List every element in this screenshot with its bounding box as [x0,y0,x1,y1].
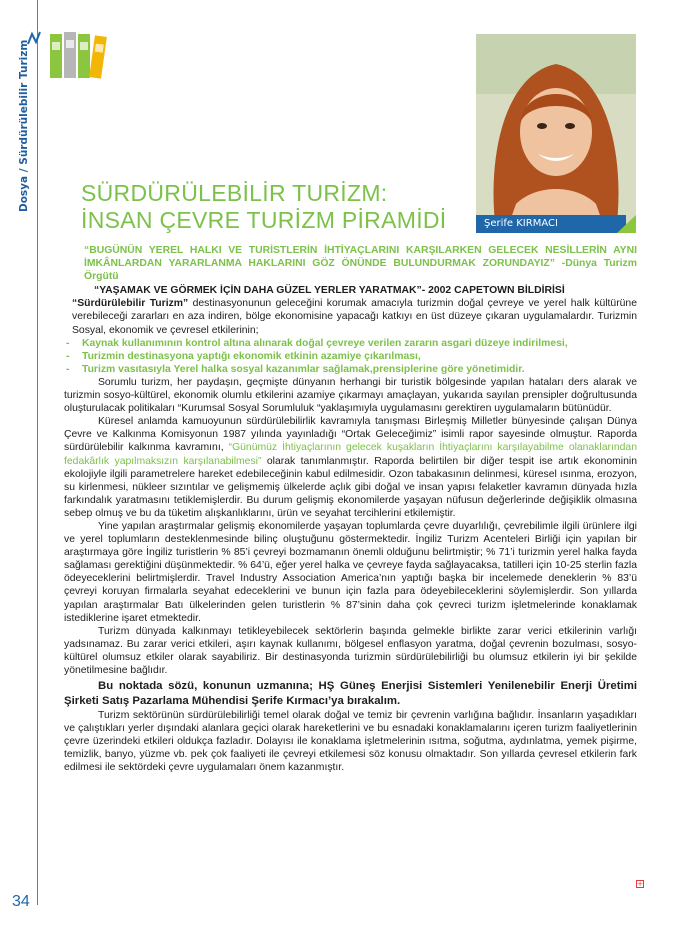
paragraph-3-text-b: olarak tanımlanmıştır. Raporda belirtilen bir diğer tespit ise artık ekonominin ekolojiyle ilgili parametrelere hareket edebileceğinin kabul edilmesidir. Ozon tabakasının delinmesi, küresel ısınma, erozyon, su kirlenmesi, nükleer sızıntılar ve gelişmemiş ülkelerde açlık gibi doğal ve insan yapısı felaketler kavramın dünyada hızla farkındalık yaratmasını tetiklemişlerdir. Bu durum gelişmiş ekonomilerde yaşayan nüfusun değerlerinde değişiklik olmasına sebep olmuş ve bu da tüketim alışkanlıklarını, ürün ve seyahat tercihlerini etkilemiştir. [64,455,637,519]
title-line-2: İNSAN ÇEVRE TURİZM PİRAMİDİ [81,207,447,233]
end-mark-icon: + [637,880,643,888]
paragraph-3-text-a: Küresel anlamda kamuoyunun sürdürülebilirlik kavramıyla tanışması Birleşmiş Milletler bünyesinde çalışan Dünya Çevre ve Kalkınma Komisyonun 1987 yılında yayınladığı “Ortak Geleceğimiz” isimli rapor sayesinde olmuştur. Raporda sürdürülebilir kalkınma kavramını, [64,416,637,454]
page-number: 34 [12,893,30,910]
opening-quote: “BUGÜNÜN YEREL HALKI VE TURİSTLERİN İHTİYAÇLARINI KARŞILARKEN GELECEK NESİLLERİN AYNI İMKÂNLARDAN YARARLANMA HAKLARINI GÖZ ÖNÜNDE BULUNDURMAK ZORUNDAYIZ” -Dünya Turizm Örgütü [84,245,637,283]
principles-list [64,337,637,376]
paragraph-7: Turizm sektörünün sürdürülebilirliği temel olarak doğal ve temiz bir çevrenin varlığına bağlıdır. İnsanların yaşadıkları ve çalıştıkları yerler dışındaki alanlara geçici olarak hareketlerini ve bu esnadaki konaklamalarını içeren turizm faaliyetlerinin çevre üzerindeki etkileri oldukça fazladır. Dolayısı ile konaklama işletmelerinin ısıtma, soğutma, aydınlatma, yemek pişirme, temizlik, banyo, yüzme vb. pek çok faaliyeti ile çevreyi etkilemesi söz konusu olmaktadır. Son yıllarda çevresel etkilerin fark edilmesi ile sektördeki çevre uygulamaları önem kazanmıştır. [64,710,637,774]
paragraph-1-text: destinasyonunun geleceğini korumak amacıyla turizmin doğal çevreye ve yerel halk kültürüne verebileceği zararları en aza indiren, bölge ekonomisine yapacağı katkıyı en üst düzeye çıkaran uygulamalardır. Turizmin Sosyal, ekonomik ve çevresel etkilerinin; [72,298,637,336]
section-label: Dosya / Sürdürülebilir Turizm [18,39,30,212]
paragraph-6: Bu noktada sözü, konunun uzmanına; HŞ Güneş Enerjisi Sistemleri Yenilenebilir Enerji Üretimi Şirketi Satış Pazarlama Mühendisi Şerife Kırmacı’ya bırakalım. [64,680,637,708]
caption-accent [617,215,636,233]
paragraph-2: Sorumlu turizm, her paydaşın, geçmişte dünyanın herhangi bir turistik bölgesinde yapılan hataları ders alarak ve turizmin sosyo-kültürel, ekonomik olumlu etkilerini azamiye çıkarmayı amaçlayan, yukarıda sayılan prensipler doğrultusunda oluşturulacak politikaları “Kurumsal Sosyal Sorumluluk “yaklaşımıyla uygulamasını gerektiren uygulamaların bütünüdür. [64,376,637,415]
list-item: - Turizmin destinasyona yaptığı ekonomik etkinin azamiye çıkarılması, [64,350,637,363]
subheading: “YAŞAMAK VE GÖRMEK İÇİN DAHA GÜZEL YERLER YARATMAK”- 2002 CAPETOWN BİLDİRİSİ [94,285,565,297]
author-caption: Şerife KIRMACI [476,215,626,233]
title-line-1: SÜRDÜRÜLEBİLİR TURİZM: [81,180,388,206]
paragraph-1 [64,297,637,336]
paragraph-5: Turizm dünyada kalkınmayı tetikleyebilecek sektörlerin başında gelmekle birlikte zarar verici etkilerinin varlığı yadsınamaz. Bu zarar verici etkileri, aşırı kaynak kullanımı, bölgesel enflasyon yaratma, doğal çevrenin bozulması, sosyo-kültürel olumsuz etkiler olarak sayabiliriz. Bir destinasyonda turizmin sürdürülebilirliği bu olumsuz etkilerin iyi bir şekilde yönetilmesine bağlıdır. [64,625,637,676]
article-body [64,244,637,775]
list-item: - Kaynak kullanımının kontrol altına alınarak doğal çevreye verilen zararın asgari düzeye indirilmesi, [64,337,637,350]
sidebar-rule [37,0,38,905]
paragraph-3-quote: “Günümüz İhtiyaçlarının gelecek kuşakların İhtiyaçlarını karşılayabilme olanaklarından fedakârlık yapılmaksızın karşılanabilmesi” [64,442,637,467]
list-item: - Turizm vasıtasıyla Yerel halka sosyal kazanımlar sağlamak,prensiplerine göre yönetimidir. [64,363,637,376]
paragraph-1-lead: “Sürdürülebilir Turizm” [72,298,189,310]
author-photo [476,34,636,232]
article-title [81,180,461,234]
paragraph-4: Yine yapılan araştırmalar gelişmiş ekonomilerde yaşayan toplumlarda çevre duyarlılığı, çevrebilimle ilgili ürünlere ilgi ve yerel toplumların desteklenmesinde bilinç oluştuğunu göstermektedir. İngiliz Turizm Acenteleri Birliği için yapılan bir araştırmaya göre İngiliz turistlerin % 85’i çevreyi bozmamanın önemli olduğunu belirtmiştir; % 71’i turizmin yerel halka fayda sağlaması gerektiğini düşünmektedir. % 64’ü, eğer yerel halka ve çevreye fayda sağlayacaksa, tatilleri için 10-25 sterlin fazla ödeyeceklerini belirtmişlerdir. Travel Industry Association America’nın yaptığı başka bir incelemede deneklerin % 83’ü çevreyi koruyan firmalarla seyahat edeceklerini ve bunun için fazla para ödeyebileceklerini söylemişlerdir. Son yıllarda yapılan araştırmalar Batı ülkelerinden gelen turistlerin % 87’sinin daha çok çevreci turizm işletmelerinde konaklamak istediklerine işaret etmektedir. [64,520,637,624]
binders-icon [48,30,112,80]
paragraph-3 [64,415,637,520]
